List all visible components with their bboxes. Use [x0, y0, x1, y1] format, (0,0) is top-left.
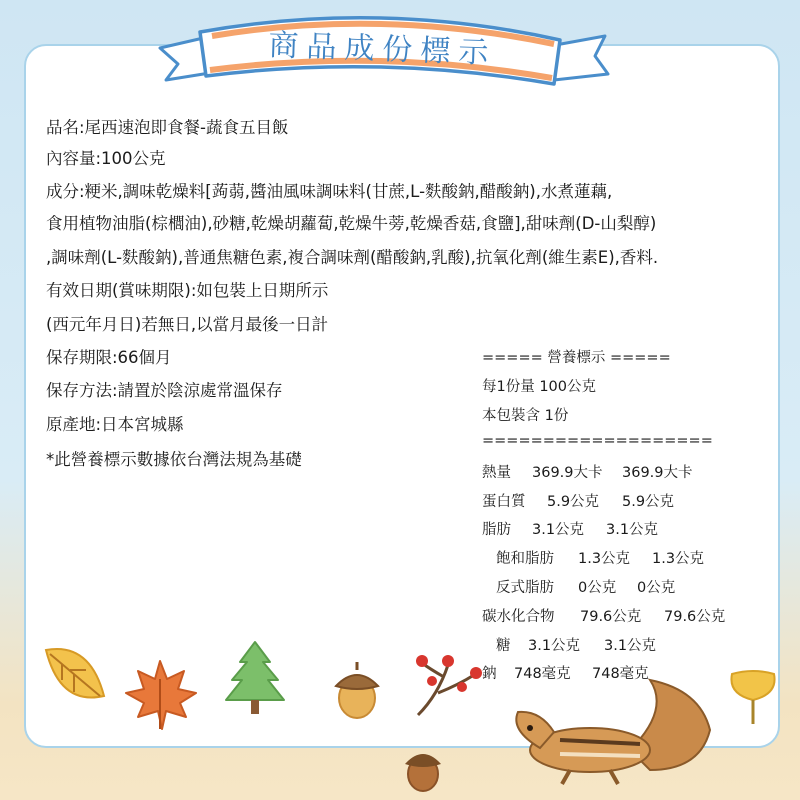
- info-line-name: 品名:尾西速泡即食餐-蔬食五目飯: [46, 118, 289, 137]
- nutrient-name: 碳水化合物: [482, 609, 555, 625]
- nutrition-servings-per-pack: 本包裝含 1份: [482, 408, 569, 424]
- nutrient-per-serving: 369.9大卡: [532, 465, 603, 481]
- acorn-icon: [400, 742, 446, 794]
- nutrient-name: 糖: [496, 638, 511, 654]
- nutrition-serving: 每1份量 100公克: [482, 379, 597, 395]
- info-line-expiry-note: (西元年月日)若無日,以當月最後一日計: [46, 315, 329, 334]
- info-line-origin: 原產地:日本宮城縣: [46, 415, 184, 434]
- nutrient-per-serving: 79.6公克: [580, 609, 642, 625]
- berry-branch-icon: [408, 645, 488, 725]
- nutrient-name: 鈉: [482, 666, 497, 682]
- leaf-icon: [40, 640, 110, 710]
- info-line-ingredients-3: ,調味劑(L-麩酸鈉),普通焦糖色素,複合調味劑(醋酸鈉,乳酸),抗氧化劑(維生素E),香料.: [46, 248, 659, 267]
- nutrition-header: ===== 營養標示 =====: [482, 350, 671, 366]
- nutrient-per-100g: 0公克: [637, 580, 676, 596]
- nutrition-divider: ===================: [482, 433, 713, 449]
- acorn-icon: [330, 660, 384, 722]
- nutrient-name: 熱量: [482, 465, 511, 481]
- nutrient-per-100g: 5.9公克: [622, 494, 675, 510]
- info-line-ingredients-2: 食用植物油脂(棕櫚油),砂糖,乾燥胡蘿蔔,乾燥牛蒡,乾燥香菇,食鹽],甜味劑(D-山梨醇): [46, 214, 657, 233]
- ginkgo-leaf-icon: [728, 666, 778, 726]
- info-line-storage: 保存方法:請置於陰涼處常溫保存: [46, 381, 283, 400]
- nutrient-per-100g: 748毫克: [592, 666, 649, 682]
- title-banner: [150, 6, 615, 101]
- info-line-expiry: 有效日期(賞味期限):如包裝上日期所示: [46, 281, 329, 300]
- info-line-content: 內容量:100公克: [46, 149, 166, 168]
- maple-leaf-icon: [120, 655, 200, 735]
- pine-tree-icon: [222, 638, 288, 718]
- nutrient-name: 反式脂肪: [496, 580, 554, 596]
- nutrient-per-100g: 1.3公克: [652, 551, 705, 567]
- nutrient-per-serving: 3.1公克: [532, 522, 585, 538]
- nutrient-per-100g: 369.9大卡: [622, 465, 693, 481]
- nutrient-per-100g: 79.6公克: [664, 609, 726, 625]
- nutrient-per-serving: 748毫克: [514, 666, 571, 682]
- info-line-shelf-life: 保存期限:66個月: [46, 348, 172, 367]
- nutrient-per-serving: 5.9公克: [547, 494, 600, 510]
- squirrel-icon: [500, 670, 720, 790]
- nutrient-per-serving: 1.3公克: [578, 551, 631, 567]
- nutrient-name: 飽和脂肪: [496, 551, 554, 567]
- nutrient-name: 蛋白質: [482, 494, 526, 510]
- info-line-footnote: *此營養標示數據依台灣法規為基礎: [46, 450, 302, 469]
- nutrient-per-serving: 3.1公克: [528, 638, 581, 654]
- banner-title: 商品成份標示: [267, 28, 497, 71]
- info-line-ingredients-1: 成分:粳米,調味乾燥料[蒟蒻,醬油風味調味料(甘蔗,L-麩酸鈉,醋酸鈉),水煮蓮藕,: [46, 182, 613, 201]
- nutrient-name: 脂肪: [482, 522, 511, 538]
- nutrient-per-serving: 0公克: [578, 580, 617, 596]
- nutrient-per-100g: 3.1公克: [604, 638, 657, 654]
- nutrient-per-100g: 3.1公克: [606, 522, 659, 538]
